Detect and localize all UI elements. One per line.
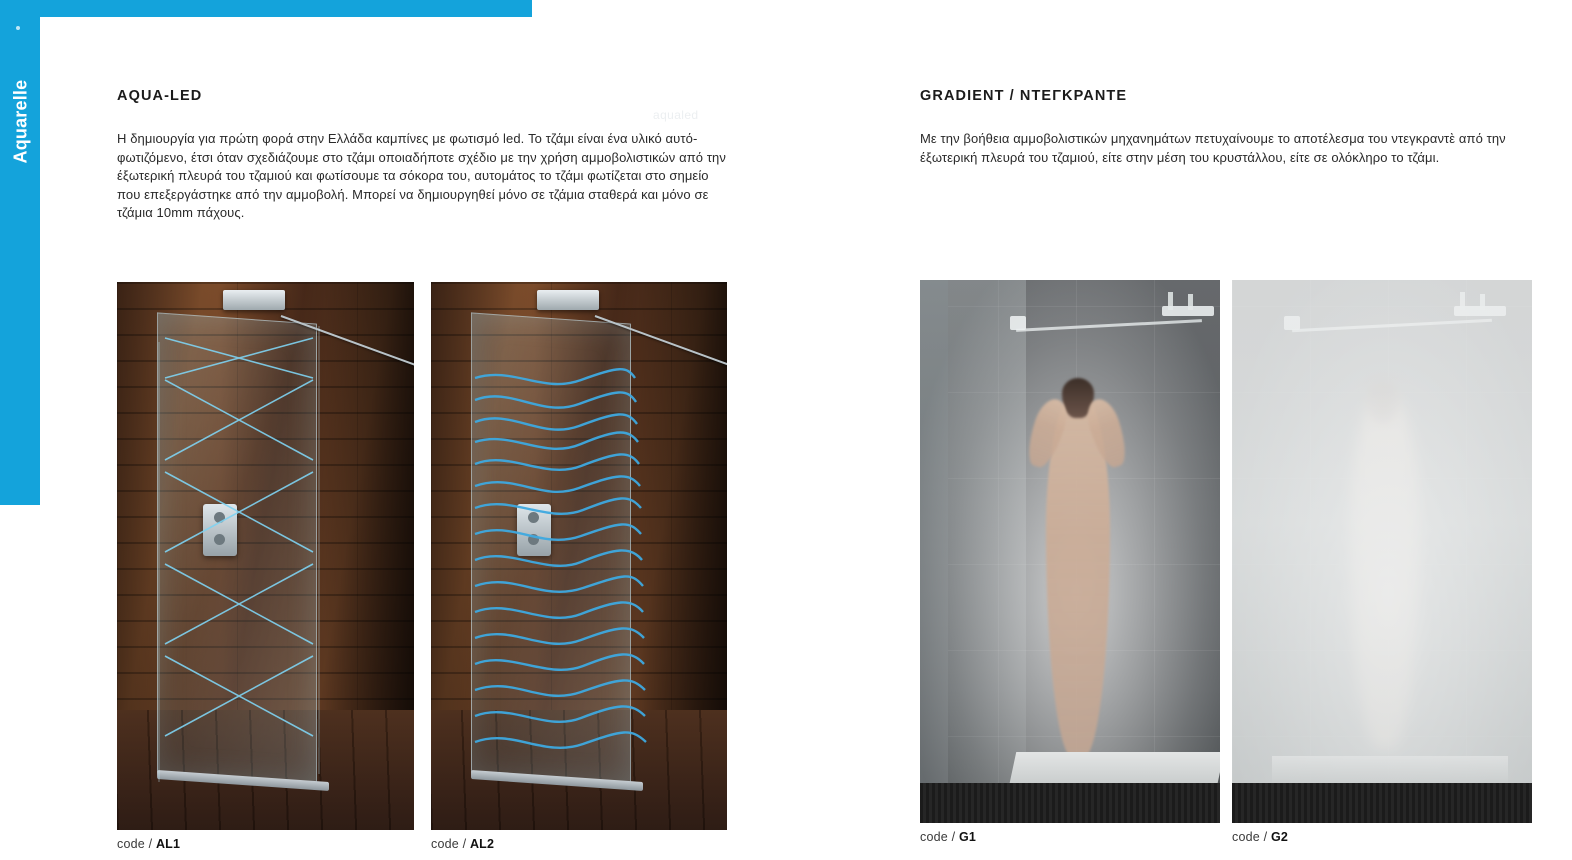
sidebar-tab-label: Aquarelle [10, 79, 31, 164]
steam-overlay [1232, 280, 1532, 823]
bath-rug [1232, 783, 1532, 823]
figure-al2 [431, 282, 727, 851]
caption-code-value: AL1 [155, 837, 181, 851]
photo-g2 [1232, 280, 1532, 823]
watermark-text: aqualed [653, 108, 699, 122]
section-title: AQUA-LED [117, 88, 203, 104]
figure-caption [431, 837, 727, 851]
section-title: GRADIENT / ΝΤΕΓΚΡΑΝΤΕ [920, 88, 1128, 104]
section-body: Με την βοήθεια αμμοβολιστικών μηχανημάτων πετυχαίνουμε το αποτέλεσμα του ντεγκραντὲ από την έξωτερική πλευρά του τζαμιού, είτε στην μέση του κρυστάλλου, είτε σε ολόκληρο το τζάμι. [920, 131, 1506, 165]
bath-rug [920, 783, 1220, 823]
figure-caption [1232, 830, 1532, 844]
caption-code-label: code / [431, 837, 467, 851]
led-cross-pattern [117, 282, 414, 830]
figure-al1 [117, 282, 414, 851]
figure-g2 [1232, 280, 1532, 844]
section-body: Η δημιουργία για πρώτη φορά στην Ελλάδα καμπίνες με φωτισμό led. Το τζάμι είναι ένα υλικό αυτό-φωτιζόμενο, έτσι όταν σχεδιάζουμε στο τζάμι οποιαδήποτε σχέδιο με την χρήση αμμοβολιστικών από την έξωτερική πλευρά του τζαμιού και φωτίσουμε τα σόκορα του, αυτομάτος το τζάμι φωτίζεται στο σημείο που επεξεργάστηκε από την αμμοβολή. Μπορεί να δημιουργηθεί μόνο σε τζάμια σταθερά και μόνο σε τζάμια 10mm πάχους. [117, 131, 726, 220]
figure-caption [920, 830, 1220, 844]
caption-code-value: G2 [1270, 830, 1289, 844]
caption-code-label: code / [920, 830, 956, 844]
section-aqua-led [117, 88, 727, 223]
photo-al2 [431, 282, 727, 830]
photo-g1 [920, 280, 1220, 823]
figure-g1 [920, 280, 1220, 844]
sidebar-tab [0, 0, 40, 505]
caption-code-value: AL2 [469, 837, 495, 851]
top-accent-bar [40, 0, 532, 17]
led-wave-pattern [431, 282, 727, 830]
caption-code-value: G1 [958, 830, 977, 844]
figure-caption [117, 837, 414, 851]
caption-code-label: code / [1232, 830, 1268, 844]
photo-al1 [117, 282, 414, 830]
caption-code-label: code / [117, 837, 153, 851]
section-gradient [920, 88, 1532, 167]
